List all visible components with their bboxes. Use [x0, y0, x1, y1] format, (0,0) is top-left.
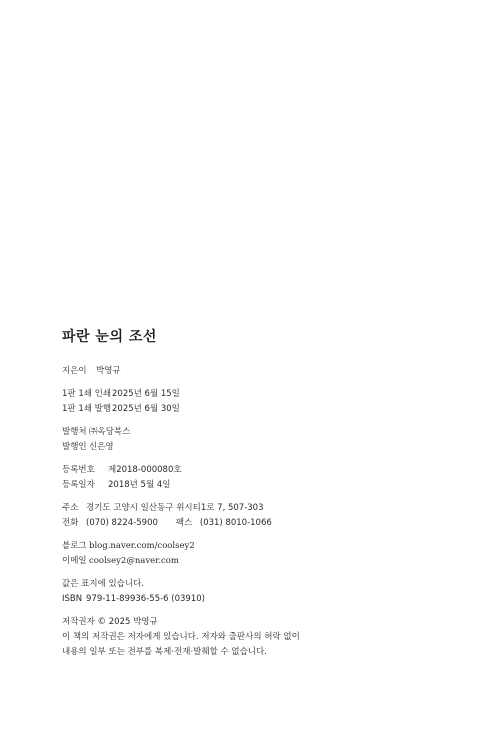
price-note: 값은 표지에 있습니다. [62, 579, 145, 589]
copyright-notice: 저작권자 © 2025 박영규 [62, 617, 158, 627]
phone-label: 전화 [62, 518, 79, 528]
address-value: 경기도 고양시 일산동구 위시티1로 7, 507-303 [86, 503, 264, 513]
address-group [62, 501, 482, 531]
issuer-value: 신은영 [89, 442, 114, 452]
printing-group [62, 387, 482, 417]
blog-line [62, 539, 482, 554]
phone-value: (070) 8224-5900 [86, 518, 158, 528]
copyright-line-1: 이 책의 저작권은 저자에게 있습니다. 저자와 출판사의 허락 없이 [62, 632, 300, 642]
copyright-line-2: 내용의 일부 또는 전부를 복제·전재·발췌할 수 없습니다. [62, 647, 267, 657]
author-label: 지은이 [62, 366, 87, 376]
blog-label: 블로그 [62, 541, 87, 551]
contact-line [62, 516, 482, 531]
registration-date-value: 2018년 5월 4일 [108, 480, 171, 490]
registration-number-label: 등록번호 [62, 465, 95, 475]
address-label: 주소 [62, 503, 79, 513]
publisher-value: ㈜옥당북스 [89, 427, 131, 437]
registration-number-value: 제2018-000080호 [108, 465, 182, 475]
printing-line-2 [62, 402, 482, 417]
isbn-line [62, 592, 482, 607]
registration-number-line [62, 463, 482, 478]
publisher-group [62, 425, 482, 455]
printing-value-2: 2025년 6월 30일 [112, 404, 180, 414]
registration-date-label: 등록일자 [62, 480, 95, 490]
printing-line-1 [62, 387, 482, 402]
email-line [62, 554, 482, 569]
fax-value: (031) 8010-1066 [199, 518, 272, 528]
address-line [62, 501, 482, 516]
fax-label: 팩스 [175, 518, 193, 528]
isbn-value: 979-11-89936-55-6 (03910) [86, 594, 205, 604]
printing-label-2: 1판 1쇄 발행 [62, 404, 112, 414]
issuer-label: 발행인 [62, 442, 87, 452]
email-label: 이메일 [62, 556, 87, 566]
registration-group [62, 463, 482, 493]
author-value: 박영규 [96, 366, 121, 376]
online-group [62, 539, 482, 569]
book-title: 파란 눈의 조선 [62, 329, 157, 345]
issuer-line [62, 440, 482, 455]
publisher-line [62, 425, 482, 440]
price-isbn-group [62, 577, 482, 607]
publisher-label: 발행처 [62, 427, 87, 437]
author-line [62, 364, 482, 379]
isbn-label: ISBN [62, 594, 83, 604]
copyright-group [62, 615, 482, 660]
registration-date-line [62, 478, 482, 493]
colophon [62, 327, 482, 668]
printing-label-1: 1판 1쇄 인쇄 [62, 389, 112, 399]
email-value: coolsey2@naver.com [89, 556, 179, 566]
blog-value: blog.naver.com/coolsey2 [89, 541, 195, 551]
author-group [62, 364, 482, 379]
printing-value-1: 2025년 6월 15일 [112, 389, 180, 399]
